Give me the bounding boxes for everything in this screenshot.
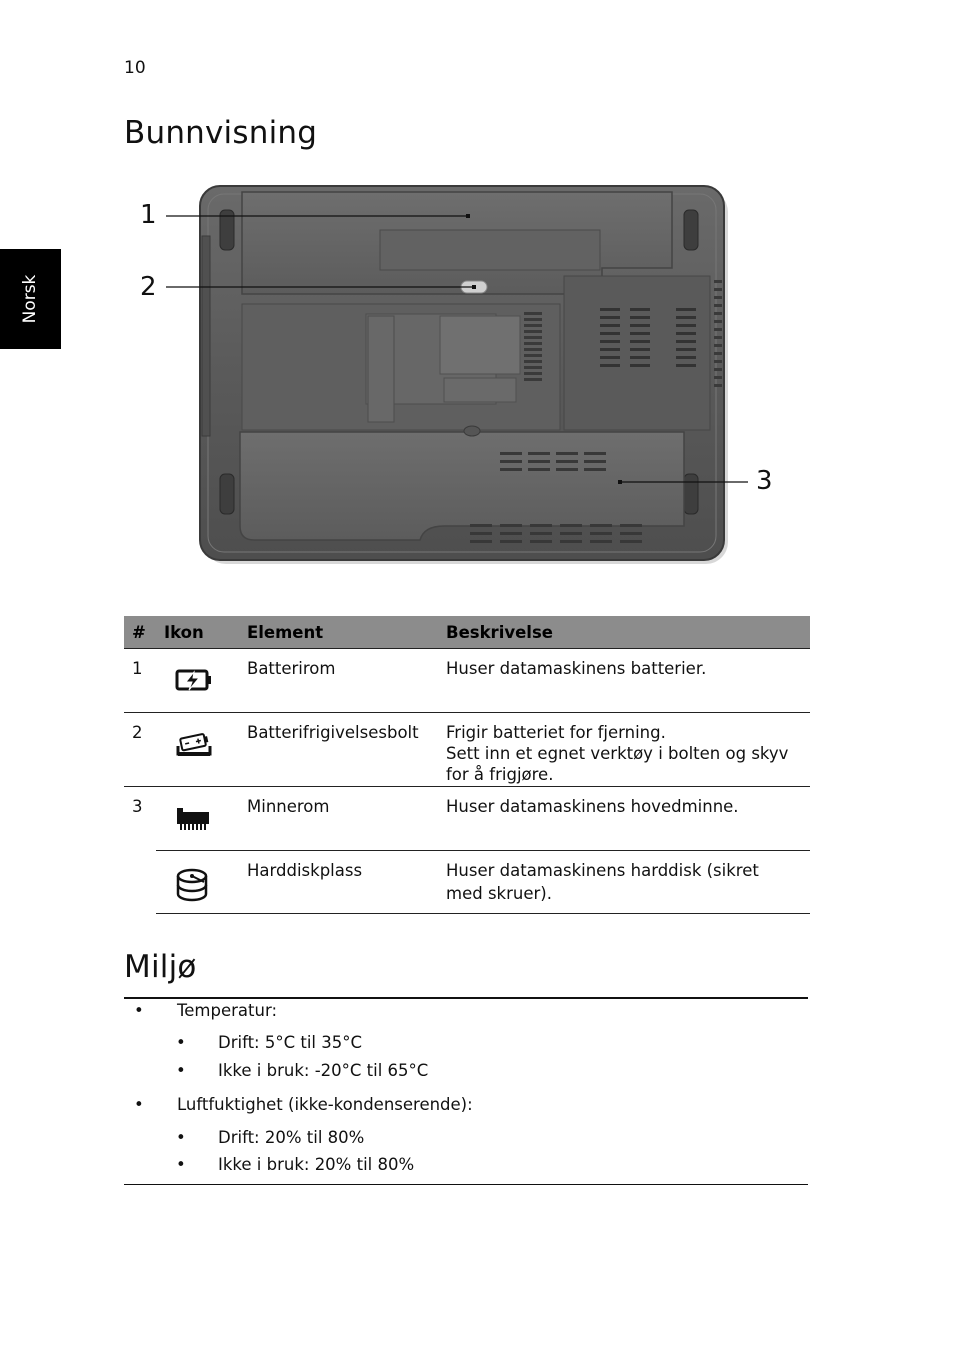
col-header-description: Beskrivelse — [438, 616, 810, 649]
table-header-row — [124, 616, 810, 649]
description-line: Sett inn et egnet verktøy i bolten og skyv — [446, 744, 789, 763]
language-tab — [0, 249, 61, 349]
description-line: Huser datamaskinens batterier. — [446, 659, 707, 678]
temperature-label: Temperatur: — [177, 1001, 277, 1020]
page-number: 10 — [124, 58, 146, 78]
row-element: Harddiskplass — [239, 851, 438, 914]
row-description — [438, 713, 810, 787]
callout-2: 2 — [140, 272, 157, 302]
hard-disk-icon — [174, 868, 214, 904]
humidity-operating: Drift: 20% til 80% — [218, 1128, 365, 1147]
laptop-bottom-figure — [124, 180, 810, 580]
callout-3: 3 — [756, 466, 773, 496]
description-line: for å frigjøre. — [446, 765, 554, 784]
row-icon — [156, 649, 239, 713]
laptop-bottom-illustration — [124, 180, 810, 580]
row-icon — [156, 713, 239, 787]
table-row — [124, 713, 810, 787]
row-icon — [156, 787, 239, 851]
row-element: Minnerom — [239, 787, 438, 851]
battery-icon — [174, 666, 214, 694]
row-description — [438, 787, 810, 851]
bullet: • — [176, 1061, 186, 1080]
humidity-label: Luftfuktighet (ikke-kondenserende): — [177, 1095, 473, 1114]
section-title-bottom-view: Bunnvisning — [124, 115, 318, 151]
table-row — [124, 787, 810, 851]
row-number: 1 — [124, 649, 156, 713]
row-icon — [156, 851, 239, 914]
bullet: • — [176, 1155, 186, 1174]
description-line: Frigir batteriet for fjerning. — [446, 723, 666, 742]
temperature-non-operating: Ikke i bruk: -20°C til 65°C — [218, 1061, 429, 1080]
description-line: med skruer). — [446, 884, 552, 903]
language-tab-label: Norsk — [20, 274, 40, 324]
humidity-non-operating: Ikke i bruk: 20% til 80% — [218, 1155, 415, 1174]
table-row — [124, 649, 810, 713]
battery-release-icon — [174, 730, 214, 760]
section-title-environment: Miljø — [124, 949, 197, 985]
row-element: Batterifrigivelsesbolt — [239, 713, 438, 787]
row-number: 3 — [124, 787, 156, 914]
row-description — [438, 851, 810, 914]
row-element: Batterirom — [239, 649, 438, 713]
row-number: 2 — [124, 713, 156, 787]
components-table — [124, 616, 810, 914]
bullet: • — [134, 1001, 144, 1020]
description-line: Huser datamaskinens hovedminne. — [446, 797, 739, 816]
table-row — [124, 851, 810, 914]
bullet: • — [176, 1128, 186, 1147]
memory-icon — [174, 804, 214, 832]
col-header-element: Element — [239, 616, 438, 649]
col-header-icon: Ikon — [156, 616, 239, 649]
temperature-operating: Drift: 5°C til 35°C — [218, 1033, 363, 1052]
callout-1: 1 — [140, 200, 157, 230]
bullet: • — [134, 1095, 144, 1114]
description-line: Huser datamaskinens harddisk (sikret — [446, 861, 759, 880]
col-header-number: # — [124, 616, 156, 649]
environment-specs — [124, 997, 808, 1185]
row-description — [438, 649, 810, 713]
bullet: • — [176, 1033, 186, 1052]
